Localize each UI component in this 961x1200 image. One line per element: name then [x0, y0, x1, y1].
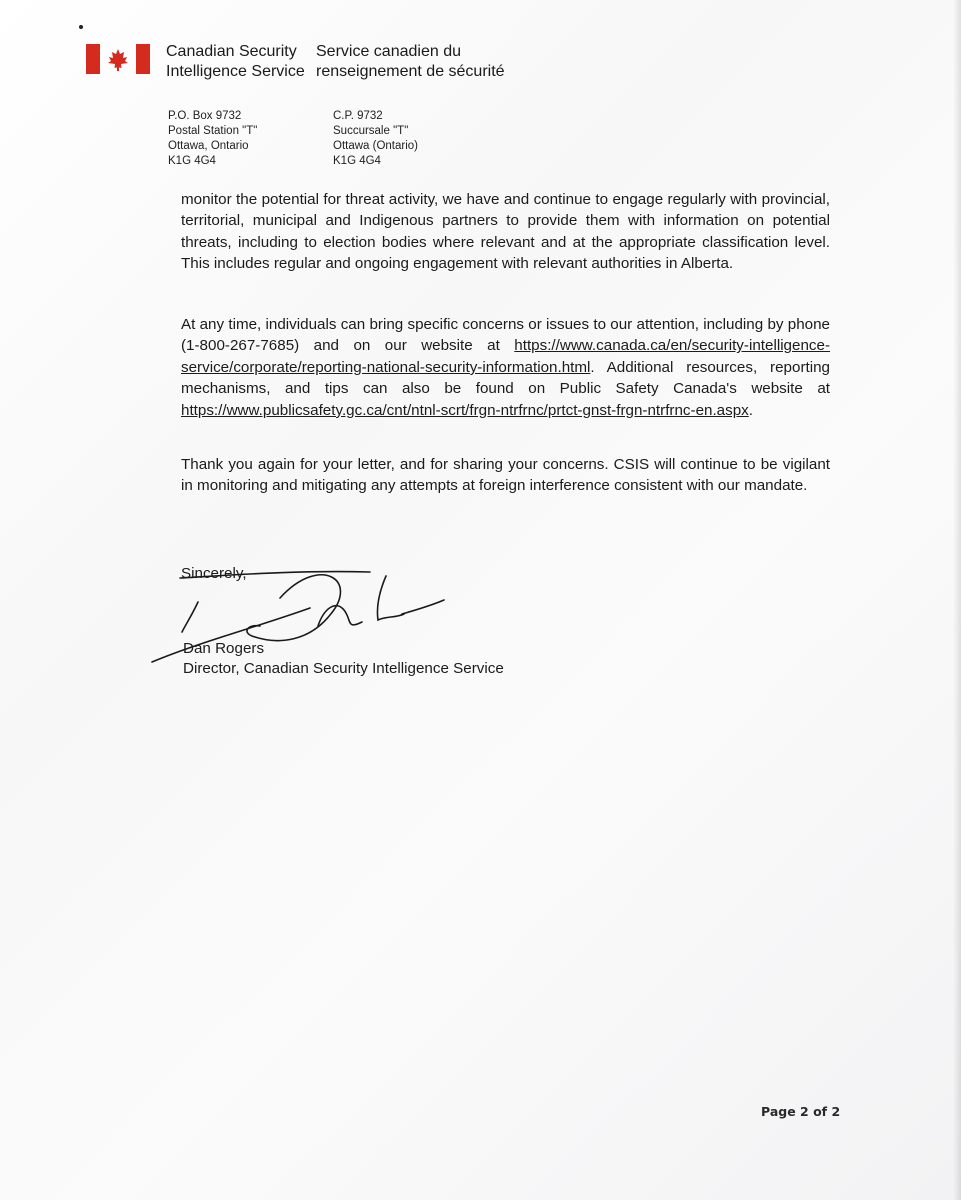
paragraph-text: .: [748, 401, 753, 419]
letterhead-french: [316, 42, 505, 82]
address-city: Ottawa (Ontario): [333, 140, 418, 152]
body-paragraph-1: monitor the potential for threat activity, we have and continue to engage regularly with provincial, territorial, municipal and Indigenous partners to provide them with information on potential threats, including to election bodies where relevant and at the appropriate classification level. This includes regular and ongoing engagement with relevant authorities in Alberta.: [181, 191, 830, 273]
letterhead-english: [166, 42, 305, 82]
public-safety-link[interactable]: https://www.publicsafety.gc.ca/cnt/ntnl-scrt/frgn-ntrfrnc/prtct-gnst-frgn-ntrfrnc-en.aspx: [181, 401, 749, 419]
address-postal: K1G 4G4: [168, 155, 216, 167]
body-paragraph-2: [181, 314, 830, 421]
address-station: Succursale "T": [333, 125, 409, 137]
closing-salutation: Sincerely,: [181, 565, 247, 582]
org-name-fr-line1: Service canadien du: [316, 43, 461, 60]
address-city: Ottawa, Ontario: [168, 140, 249, 152]
signatory-name: Dan Rogers: [183, 640, 265, 657]
address-station: Postal Station "T": [168, 125, 258, 137]
paragraph-text: . Additional resources, reporting mechanisms, and tips can also be found on Public Safety Canada's website at: [181, 358, 830, 398]
page-edge-shadow: [953, 0, 961, 1200]
csis-reporting-link[interactable]: https://www.canada.ca/en/security-intelligence-service/corporate/reporting-national-security-information.html: [181, 337, 830, 376]
canada-flag-icon: [86, 44, 150, 74]
address-french: [333, 109, 418, 169]
paper-speck: [79, 25, 83, 29]
address-english: [168, 109, 257, 169]
org-name-en-line1: Canadian Security: [166, 43, 297, 60]
org-name-en-line2: Intelligence Service: [166, 63, 305, 80]
signatory-title: Director, Canadian Security Intelligence Service: [183, 660, 504, 677]
address-box: P.O. Box 9732: [168, 110, 242, 122]
address-postal: K1G 4G4: [333, 155, 381, 167]
body-paragraph-3: Thank you again for your letter, and for sharing your concerns. CSIS will continue to be vigilant in monitoring and mitigating any attempts at foreign interference consistent with our mandate.: [181, 456, 830, 495]
page-number: Page 2 of 2: [761, 1104, 841, 1119]
paragraph-text: At any time, individuals can bring specific concerns or issues to our attention, including by phone (1-800-267-7685) and on our website at: [181, 316, 830, 355]
address-box: C.P. 9732: [333, 110, 383, 122]
org-name-fr-line2: renseignement de sécurité: [316, 63, 505, 80]
